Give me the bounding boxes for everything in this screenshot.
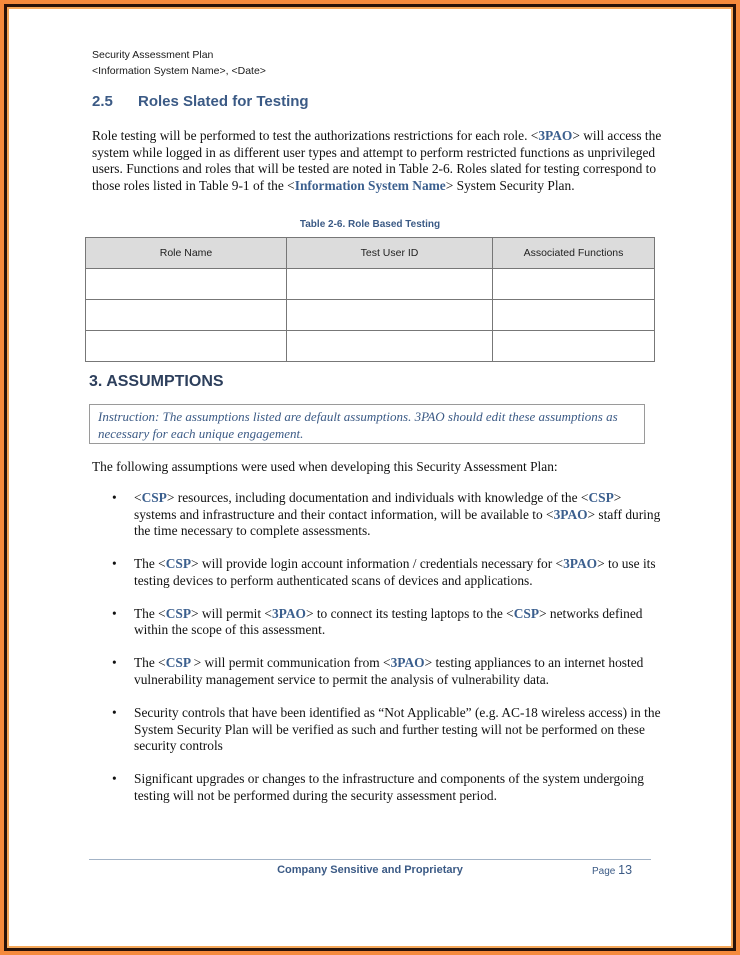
- text-run: > to connect its testing laptops to the <: [305, 605, 514, 621]
- column-header-role-name: Role Name: [86, 238, 287, 269]
- text-run: Significant upgrades or changes to the infrastructure and components of the system undergoing testing will not be performed during the security assessment period.: [134, 771, 644, 803]
- placeholder-keyword: CSP: [165, 655, 194, 671]
- page-number-value: 13: [618, 863, 633, 877]
- text-run: > will permit communication from <: [193, 655, 391, 671]
- text-run: > System Security Plan.: [445, 177, 575, 193]
- section-title: Roles Slated for Testing: [138, 93, 309, 110]
- footer-divider: [89, 859, 651, 860]
- text-run: > networks defined within the scope of this assessment.: [134, 605, 643, 638]
- list-item: [92, 771, 662, 804]
- placeholder-keyword: CSP: [588, 490, 614, 505]
- list-item-text: [134, 705, 661, 753]
- text-run: The <: [134, 556, 166, 572]
- placeholder-keyword: 3PAO: [390, 655, 425, 671]
- list-item: [92, 655, 662, 688]
- placeholder-keyword: CSP: [513, 605, 540, 621]
- instruction-box: Instruction: The assumptions listed are default assumptions. 3PAO should edit these assumptions as necessary for each unique engagement.: [89, 404, 645, 444]
- placeholder-keyword: 3PAO: [538, 128, 573, 143]
- text-run: > staff during the time necessary to complete assessments.: [134, 506, 661, 539]
- table-cell[interactable]: [86, 300, 287, 331]
- table-caption: Table 2-6. Role Based Testing: [299, 219, 441, 230]
- table-cell[interactable]: [287, 300, 493, 331]
- section-number: 2.5: [92, 93, 113, 110]
- bullet-icon: •: [112, 556, 117, 572]
- bullet-icon: •: [112, 655, 117, 671]
- list-item-text: [134, 655, 643, 687]
- text-run: <: [134, 490, 142, 505]
- placeholder-keyword: CSP: [165, 605, 192, 621]
- bullet-icon: •: [112, 490, 117, 505]
- list-item: [92, 705, 662, 755]
- bullet-icon: •: [112, 771, 117, 787]
- list-item-text: [134, 490, 660, 538]
- footer-classification: Company Sensitive and Proprietary: [277, 864, 463, 876]
- page-label: Page: [592, 866, 616, 877]
- placeholder-keyword: CSP: [141, 490, 167, 505]
- text-run: Role testing will be performed to test the authorizations restrictions for each role. <: [92, 128, 539, 143]
- table-cell[interactable]: [493, 269, 655, 300]
- placeholder-keyword: Information System Name: [294, 177, 446, 193]
- table-row: [86, 269, 655, 300]
- table-cell[interactable]: [86, 269, 287, 300]
- document-page: [9, 9, 731, 946]
- table-cell[interactable]: [86, 331, 287, 362]
- text-run: > to use its testing devices to perform authenticated scans of devices and applications.: [134, 556, 656, 588]
- role-based-testing-table: [85, 237, 655, 362]
- placeholder-keyword: CSP: [165, 556, 192, 572]
- table-header-row: [86, 238, 655, 269]
- table-cell[interactable]: [287, 269, 493, 300]
- text-run: > will access the system while logged in as different user types and attempt to perform restricted functions as unprivileged users. Functions and roles that will be tested are noted in Table 2-6. Roles slated for testing correspond to those roles listed in Table 9-1 of the <: [92, 128, 662, 193]
- list-item-text: [134, 771, 644, 803]
- column-header-associated-functions: Associated Functions: [493, 238, 655, 269]
- assumptions-intro: The following assumptions were used when developing this Security Assessment Plan:: [92, 459, 558, 474]
- text-run: The <: [134, 655, 166, 671]
- bullet-icon: •: [112, 704, 117, 720]
- placeholder-keyword: 3PAO: [271, 605, 306, 621]
- placeholder-keyword: 3PAO: [563, 556, 598, 572]
- footer-page-number: [592, 863, 632, 877]
- table-cell[interactable]: [493, 331, 655, 362]
- running-header-subtitle: <Information System Name>, <Date>: [92, 65, 266, 77]
- roles-paragraph: [92, 128, 662, 194]
- assumptions-list: [92, 490, 662, 821]
- list-item-text: [134, 556, 656, 588]
- text-run: > testing appliances to an internet hosted vulnerability management service to permit the analysis of vulnerability data.: [134, 655, 644, 687]
- table-row: [86, 331, 655, 362]
- text-run: > systems and infrastructure and their contact information, will be available to <: [134, 490, 622, 522]
- text-run: The <: [134, 605, 166, 621]
- list-item: [92, 490, 662, 540]
- placeholder-keyword: 3PAO: [553, 506, 588, 522]
- text-run: > will permit <: [191, 605, 272, 621]
- list-item: [92, 606, 662, 639]
- table-row: [86, 300, 655, 331]
- section-heading-assumptions: 3. ASSUMPTIONS: [89, 373, 224, 390]
- text-run: > resources, including documentation and individuals with knowledge of the <: [166, 490, 589, 505]
- section-heading-2-5: [92, 93, 309, 110]
- column-header-test-user-id: Test User ID: [287, 238, 493, 269]
- table-cell[interactable]: [287, 331, 493, 362]
- list-item: [92, 556, 662, 589]
- running-header-title: Security Assessment Plan: [92, 49, 214, 61]
- text-run: Security controls that have been identified as “Not Applicable” (e.g. AC-18 wireless access) in the System Security Plan will be verified as such and further testing will not be performed on these security controls: [134, 704, 661, 754]
- bullet-icon: •: [112, 605, 117, 621]
- list-item-text: [134, 606, 643, 638]
- text-run: > will provide login account information / credentials necessary for <: [191, 556, 564, 572]
- table-cell[interactable]: [493, 300, 655, 331]
